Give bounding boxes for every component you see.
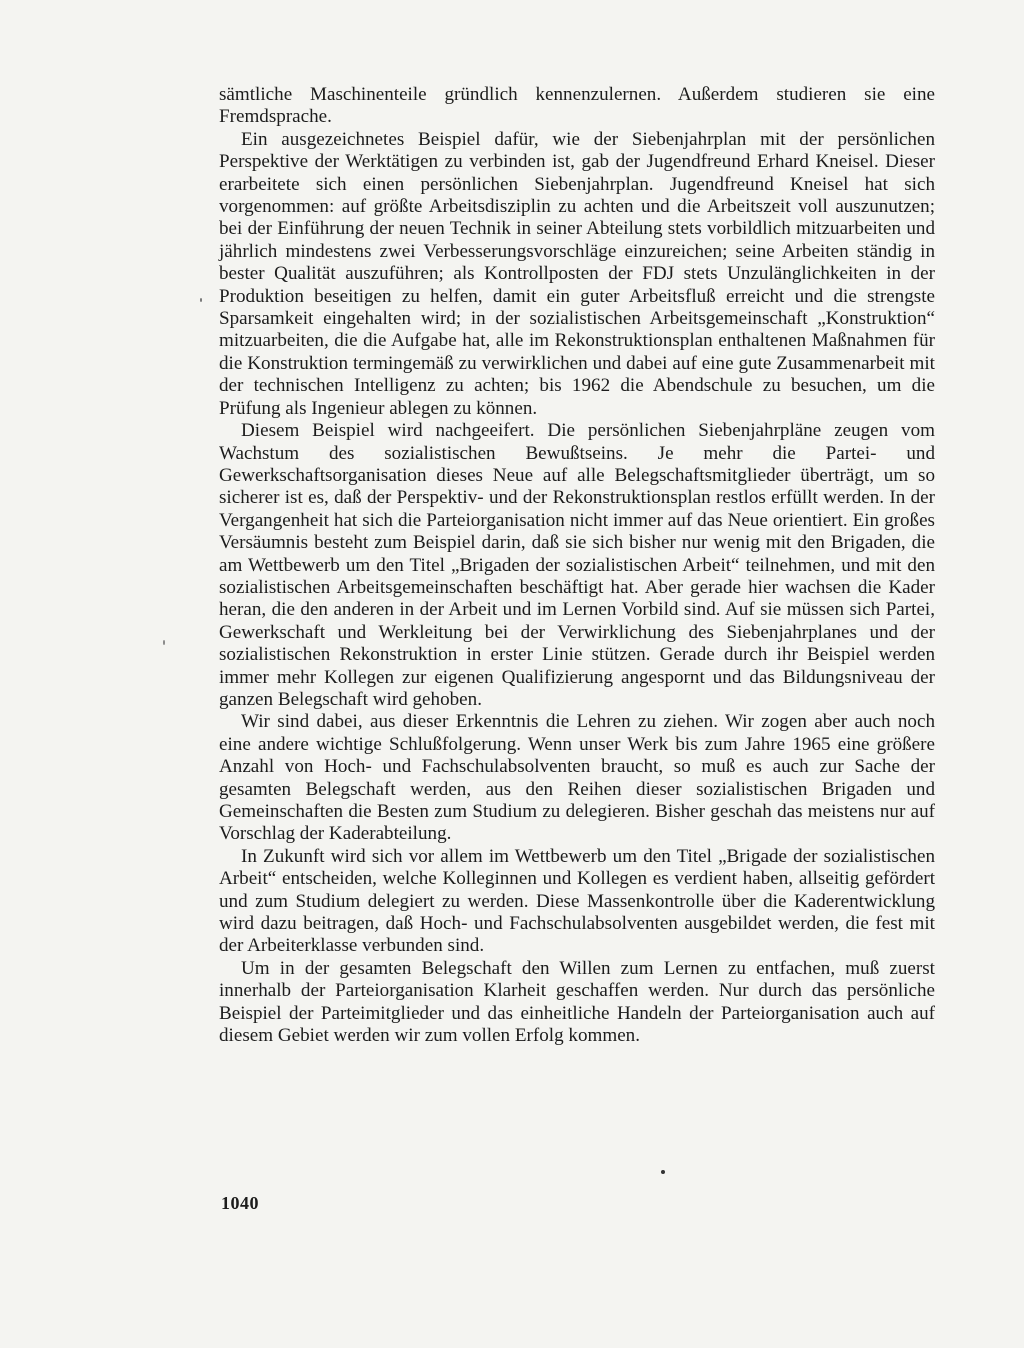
- print-speck: [163, 640, 165, 645]
- print-speck: [200, 298, 202, 302]
- print-speck: [661, 1170, 665, 1174]
- paragraph-5: In Zukunft wird sich vor allem im Wettbewerb um den Titel „Brigade der sozialistischen Arbeit“ entscheiden, welche Kolleginnen und Kollegen es verdient haben, allseitig gefördert und zum Studium delegiert zu werden. Diese Massenkontrolle über die Kaderentwicklung wird dazu beitragen, daß Hoch- und Fachschulabsolventen ausgebildet werden, die fest mit der Arbeiterklasse verbunden sind.: [219, 845, 935, 957]
- paragraph-4: Wir sind dabei, aus dieser Erkenntnis die Lehren zu ziehen. Wir zogen aber auch noch eine andere wichtige Schlußfolgerung. Wenn unser Werk bis zum Jahre 1965 eine größere Anzahl von Hoch- und Fachschulabsolventen braucht, so muß es auch zur Sache der gesamten Belegschaft werden, aus den Reihen dieser sozialistischen Brigaden und Gemeinschaften die Besten zum Studium zu delegieren. Bisher geschah das meistens nur auf Vorschlag der Kaderabteilung.: [219, 711, 935, 845]
- paragraph-6: Um in der gesamten Belegschaft den Willen zum Lernen zu entfachen, muß zuerst innerhalb der Parteiorganisation Klarheit geschaffen werden. Nur durch das persönliche Beispiel der Parteimitglieder und das einheitliche Handeln der Parteiorganisation auch auf diesem Gebiet werden wir zum vollen Erfolg kommen.: [219, 957, 935, 1047]
- page-number: 1040: [221, 1193, 259, 1213]
- document-body: [219, 84, 935, 1047]
- paragraph-3: Diesem Beispiel wird nachgeeifert. Die persönlichen Siebenjahrpläne zeugen vom Wachstum des sozialistischen Bewußtseins. Je mehr die Partei- und Gewerkschaftsorganisation dieses Neue auf alle Belegschaftsmitglieder überträgt, um so sicherer ist es, daß der Perspektiv- und der Rekonstruktionsplan restlos erfüllt werden. In der Vergangenheit hat sich die Parteiorganisation nicht immer auf das Neue orientiert. Ein großes Versäumnis besteht zum Beispiel darin, daß sie sich bisher nur wenig mit den Brigaden, die am Wettbewerb um den Titel „Brigaden der sozialistischen Arbeit“ teilnehmen, und mit den sozialistischen Arbeitsgemeinschaften beschäftigt hat. Aber gerade hier wachsen die Kader heran, die den anderen in der Arbeit und im Lernen Vorbild sind. Auf sie müssen sich Partei, Gewerkschaft und Werkleitung bei der Verwirklichung des Siebenjahrplanes und der sozialistischen Rekonstruktion in erster Linie stützen. Gerade durch ihr Beispiel werden immer mehr Kollegen zur eigenen Qualifizierung angespornt und das Bildungsniveau der ganzen Belegschaft wird gehoben.: [219, 420, 935, 710]
- paragraph-1: sämtliche Maschinenteile gründlich kennenzulernen. Außerdem studieren sie eine Fremdsprache.: [219, 84, 935, 128]
- paragraph-2: Ein ausgezeichnetes Beispiel dafür, wie der Siebenjahrplan mit der persönlichen Perspektive der Werktätigen zu verbinden ist, gab der Jugendfreund Erhard Kneisel. Dieser erarbeitete sich einen persönlichen Siebenjahrplan. Jugendfreund Kneisel hat sich vorgenommen: auf größte Arbeitsdisziplin zu achten und die Arbeitszeit voll auszunutzen; bei der Einführung der neuen Technik in seiner Abteilung stets vorbildlich mitzuarbeiten und jährlich mindestens zwei Verbesserungsvorschläge einzureichen; seine Arbeiten ständig in bester Qualität auszuführen; als Kontrollposten der FDJ stets Unzulänglichkeiten in der Produktion beseitigen zu helfen, damit ein guter Arbeitsfluß erreicht und die strengste Sparsamkeit eingehalten wird; in der sozialistischen Arbeitsgemeinschaft „Konstruktion“ mitzuarbeiten, die die Aufgabe hat, alle im Rekonstruktionsplan enthaltenen Maßnahmen für die Konstruktion termingemäß zu verwirklichen und dabei auf eine gute Zusammenarbeit mit der technischen Intelligenz zu achten; bis 1962 die Abendschule zu besuchen, um die Prüfung als Ingenieur ablegen zu können.: [219, 128, 935, 419]
